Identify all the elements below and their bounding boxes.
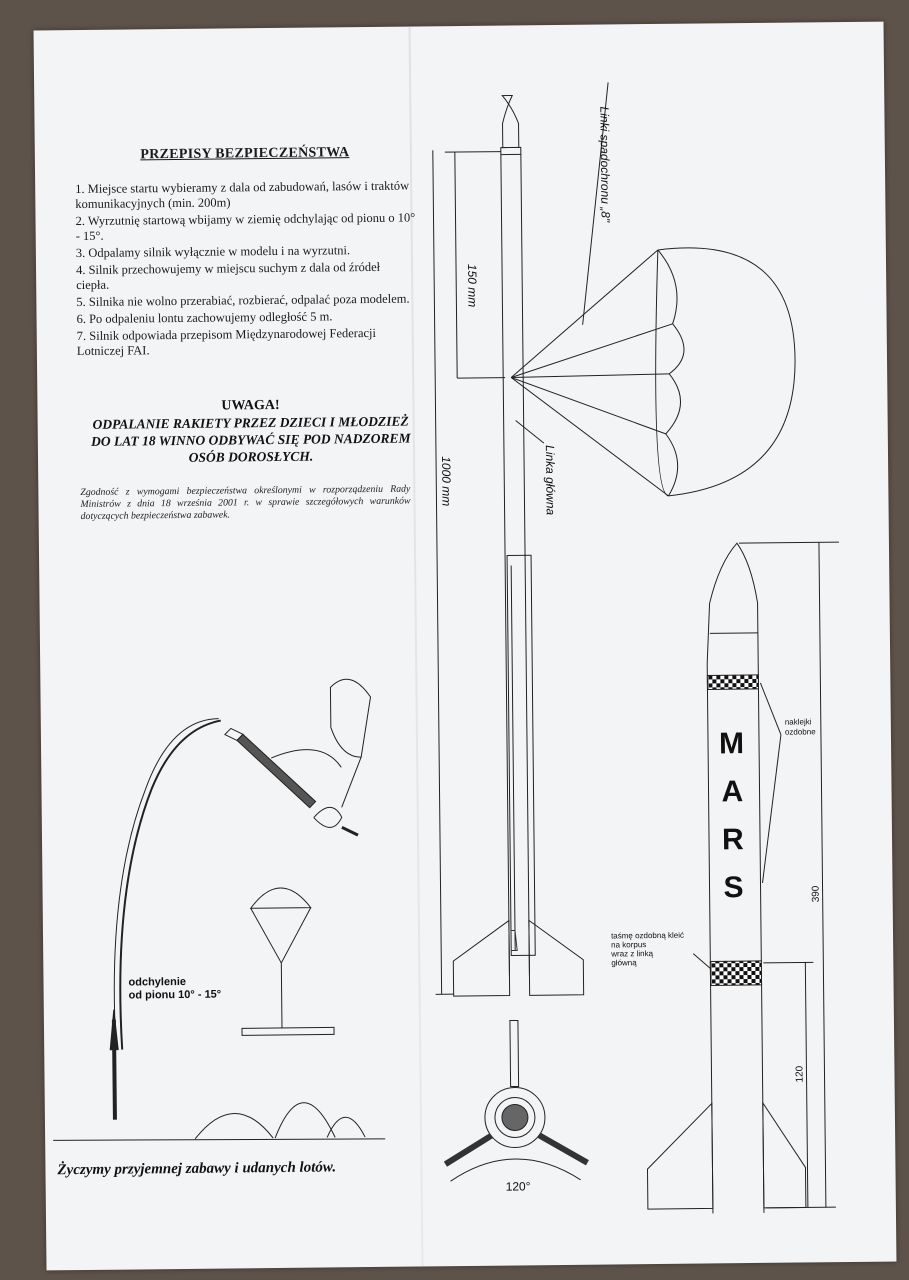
flight-illustration: [48, 679, 385, 1142]
stickers-label: naklejki: [784, 717, 812, 727]
stickers-label: ozdobne: [784, 727, 816, 737]
mars-letter-m: M: [718, 727, 745, 761]
rocket-diagrams: [34, 22, 897, 1271]
safety-rule: 3. Odpalamy silnik wyłącznie w modelu i na wyrzutni.: [75, 243, 351, 261]
safety-rule: 2. Wyrzutnię startową wbijamy w ziemię odchylając od pionu o 10° - 15°.: [75, 210, 416, 244]
main-line-label: Linka główna: [542, 445, 558, 516]
tape-label: taśmę ozdobną kleić: [610, 930, 685, 941]
warning-heading: UWAGA!: [221, 397, 280, 414]
safety-rule: 5. Silnika nie wolno przerabiać, rozbierać, odpalać poza modelem.: [76, 291, 410, 310]
tilt-label: odchylenie: [128, 975, 187, 989]
dim-390: 390: [810, 885, 822, 903]
instruction-sheet: [34, 22, 897, 1271]
mars-dimensions: [739, 542, 846, 1208]
tape-label: główną: [611, 958, 637, 968]
dim-1000: 1000 mm: [439, 456, 454, 507]
fin-angle-label: 120°: [505, 1179, 531, 1194]
tape-label: wraz z linką: [611, 949, 654, 959]
mars-letter-a: A: [721, 775, 744, 809]
mars-letter-r: R: [721, 823, 744, 857]
compliance-note: Zgodność z wymogami bezpieczeństwa określonymi w rozporządzeniu Rady Ministrów z dnia 18 września 2001 r. w sprawie szczegółowych warunków dotyczących bezpieczeństwa zabawek.: [80, 483, 411, 523]
warning-text: ODPALANIE RAKIETY PRZEZ DZIECI I MŁODZIEŻ DO LAT 18 WINNO ODBYWAĆ SIĘ POD NADZOREM OSÓB DOROSŁYCH.: [91, 413, 411, 465]
safety-rule: 7. Silnik odpowiada przepisom Międzynarodowej Federacji Lotniczej FAI.: [76, 325, 377, 359]
safety-rule: 1. Miejsce startu wybieramy z dala od zabudowań, lasów i traktów komunikacyjnych (min. 200m): [75, 178, 410, 212]
safety-title: PRZEPISY BEZPIECZEŃSTWA: [140, 145, 350, 163]
tape-label: na korpus: [611, 940, 647, 950]
safety-rule: 4. Silnik przechowujemy w miejscu suchym z dala od źródeł ciepła.: [75, 259, 381, 293]
fin-bottom-view: [444, 1020, 588, 1181]
safety-rule: 6. Po odpaleniu lontu zachowujemy odległość 5 m.: [76, 309, 333, 327]
closing-wish: Życzymy przyjemnej zabawy i udanych lotów.: [57, 1159, 337, 1179]
rocket-outline: [444, 95, 583, 996]
tilt-label: od pionu 10° - 15°: [128, 988, 222, 1002]
dim-150: 150 mm: [464, 263, 480, 308]
dim-120: 120: [794, 1065, 806, 1083]
shroud-label: Linki spadochronu „8": [597, 106, 613, 223]
mars-letter-s: S: [723, 871, 744, 905]
parachute-main: [508, 81, 796, 498]
